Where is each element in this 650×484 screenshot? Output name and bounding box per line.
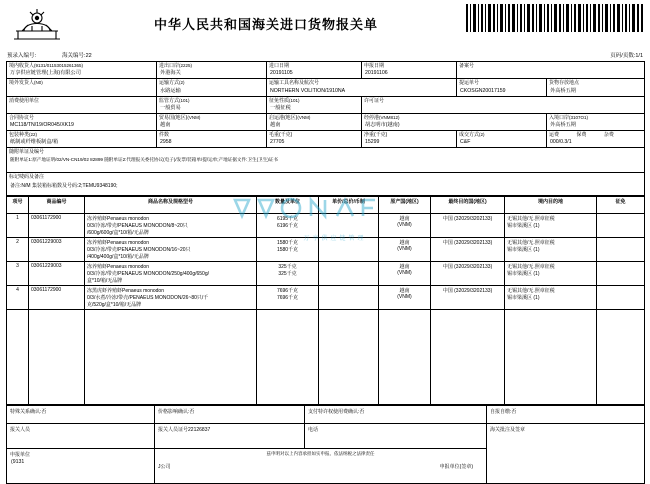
cell-goods-name: 冻养殖虾Penaeus monodon 0/3/冷冻/带壳/PENAEUS MONODON/16~20只 /400g/400g/盒*10/箱/无品牌 [85, 238, 257, 262]
cell-origin: 越南 (VNM) [379, 238, 431, 262]
cell-exemption [597, 262, 645, 286]
col-origin-country: 原产国(地区) [379, 197, 431, 214]
cell-exemption [597, 286, 645, 310]
customs-emblem-icon [6, 4, 68, 48]
field-price-influence: 价格影响确认:否 [155, 406, 305, 424]
cell-price [319, 238, 379, 262]
table-row [7, 214, 645, 238]
col-goods-name: 商品名称及规格型号 [85, 197, 257, 214]
cell-price [319, 286, 379, 310]
field-customs-approval: 海关批注及签章 [487, 424, 645, 484]
field-gross-weight: 毛重(千克) 27705 [267, 131, 362, 148]
table-row [7, 113, 645, 130]
field-overseas-shipper: 境外发货人(N0) [7, 79, 157, 96]
field-transport-tool: 运输工具名称及航次号 NORTHERN VOLITION/1910NA [267, 79, 457, 96]
cell-origin: 越南 (VNM) [379, 286, 431, 310]
table-row [7, 262, 645, 286]
cell-blank [379, 310, 431, 405]
table-row [7, 96, 645, 113]
cell-blank [257, 310, 319, 405]
field-import-date: 进口日期 20191105 [267, 62, 362, 79]
field-license-no: 许可证号 [362, 96, 645, 113]
col-price: 单价/总价/币制 [319, 197, 379, 214]
table-row [7, 62, 645, 79]
goods-blank-row [7, 310, 645, 405]
field-trade-country: 贸易国(地区)(VNM) 越南 [157, 113, 267, 130]
barcode-image [466, 4, 644, 32]
table-row [7, 173, 645, 196]
field-bill-no: 提运单号 CKOSGN20017159 [457, 79, 547, 96]
col-item-no: 项号 [7, 197, 29, 214]
page-count: 页码/页数:1/1 [610, 53, 643, 59]
cell-inland-destination: 无锡其他/无.照章征税 锡市梁溪区 (1) [505, 286, 597, 310]
cell-hs-code: 03061172900 [29, 214, 85, 238]
cell-price [319, 262, 379, 286]
cell-hs-code: 03061229003 [29, 262, 85, 286]
cell-goods-name: 冻养殖虾Penaeus monodon 0/3/冷冻/带壳/PENAEUS MONODON/250g/400g/650g/ 盒*10/箱/无品牌 [85, 262, 257, 286]
field-statement: 兹申明对以上内容承担如实申报、依法纳税之法律责任 J公司 申报单位(签章) [155, 449, 487, 484]
page-title: 中华人民共和国海关进口货物报关单 [153, 18, 378, 33]
cell-destination: 中国 (32029/3202133) [431, 286, 505, 310]
watermark-slogan: 万享供应链管理 [303, 236, 367, 242]
cell-goods-name: 冻养殖虾Penaeus monodon 0/3/冷冻/带壳/PENAEUS MONODON/8~20只 /600g/600g/盒*10/箱/无品牌 [85, 214, 257, 238]
field-supervise-mode: 监管方式(101) 一般贸易 [157, 96, 267, 113]
field-attached-docs: 随附单证及编号 随附单证1:原产地证明/02/VN-CN19/02 82899 随附单证2:代理报关委托协议(电子)/发票/装箱单/提/运单;产地证据文件:卫生(卫生)证书 [7, 148, 645, 173]
cell-blank [7, 310, 29, 405]
cell-goods-name: 冻黑虎虾养殖虾Penaeus monodon 0/3/水煮/冷冻/带壳/PENAEUS MONODON/26~80只/千 克/520g/盒*10/箱/无品牌 [85, 286, 257, 310]
col-final-destination: 最终目的国(地区) [431, 197, 505, 214]
cell-blank [597, 310, 645, 405]
table-row [7, 131, 645, 148]
field-pieces: 件数 2958 [157, 131, 267, 148]
field-transit-port: 经停港(VNM812) 胡志明市(越南) [362, 113, 547, 130]
field-declarant-id: 报关人员证号22126837 [155, 424, 305, 449]
table-row [7, 286, 645, 310]
cell-inland-destination: 无锡其他/无.照章征税 锡市梁溪区 (1) [505, 214, 597, 238]
cell-blank [431, 310, 505, 405]
cell-blank [85, 310, 257, 405]
cell-item-no: 2 [7, 238, 29, 262]
document-header [6, 4, 644, 50]
cell-destination: 中国 (32029/3202133) [431, 238, 505, 262]
table-row [7, 424, 645, 449]
field-exemption-nature: 征免性质(101) 一般征税 [267, 96, 362, 113]
customs-no: 海关编号:22 [62, 53, 92, 59]
field-goods-location: 货物存放地点 外高桥五期 [547, 79, 645, 96]
cell-exemption [597, 214, 645, 238]
field-trade-terms: 成交方式(2) C&F [457, 131, 547, 148]
table-row [7, 79, 645, 96]
cell-item-no: 3 [7, 262, 29, 286]
field-record-no: 备案号 [457, 62, 645, 79]
barcode [464, 4, 644, 42]
field-exit-port: 进出口岸(2225) 外港海关 [157, 62, 267, 79]
cell-hs-code: 03061172900 [29, 286, 85, 310]
cell-hs-code: 03061229003 [29, 238, 85, 262]
cell-qty: 1580千克 1580千克 [257, 238, 319, 262]
field-consignee: 境内收货人(9131/01153015261365) 万享供应链管理(上海)有限公司 [7, 62, 157, 79]
declaration-numbers-row [6, 50, 644, 61]
field-entry-port: 入境口岸(3107O1) 外高桥五期 [547, 113, 645, 130]
cell-blank [505, 310, 597, 405]
field-royalty-payment: 支付特许权使用费确认:否 [305, 406, 487, 424]
col-hs-code: 商品编号 [29, 197, 85, 214]
table-row [7, 406, 645, 424]
field-contract-no: 合同协议号 MC118/TN/19/OR045/XK19 [7, 113, 157, 130]
cell-origin: 越南 (VNM) [379, 214, 431, 238]
col-exemption: 征免 [597, 197, 645, 214]
cell-destination: 中国 (32029/3202133) [431, 214, 505, 238]
cell-price [319, 214, 379, 238]
cell-blank [319, 310, 379, 405]
field-declarant: 报关人员 [7, 424, 155, 449]
col-domestic-destination: 境内目的地 [505, 197, 597, 214]
company-seal: J公司 [158, 464, 171, 471]
cell-item-no: 1 [7, 214, 29, 238]
table-row [7, 148, 645, 173]
field-net-weight: 净重(千克) 15299 [362, 131, 457, 148]
cell-destination: 中国 (32029/3202133) [431, 262, 505, 286]
goods-header-row [7, 197, 645, 214]
cell-origin: 越南 (VNM) [379, 262, 431, 286]
field-telephone: 电话 [305, 424, 487, 449]
field-declare-date: 申报日期 20191106 [362, 62, 457, 79]
declaration-footer-table [6, 405, 645, 484]
cell-qty: 6195千克 6196千克 [257, 214, 319, 238]
cell-item-no: 4 [7, 286, 29, 310]
cell-qty: 7696千克 7696千克 [257, 286, 319, 310]
cell-inland-destination: 无锡其他/无.照章征税 锡市梁溪区 (1) [505, 238, 597, 262]
field-declaring-unit: 申报单位 (9131 [7, 449, 155, 484]
cell-exemption [597, 238, 645, 262]
field-transport-mode: 运输方式(2) 水路运输 [157, 79, 267, 96]
field-charges: 运费 保费 杂费 000/0.3/1 [547, 131, 645, 148]
field-package-type: 包装种类(22) 纸制或纤维板制盒/箱 [7, 131, 157, 148]
table-row [7, 238, 645, 262]
cell-inland-destination: 无锡其他/无.照章征税 锡市梁溪区 (1) [505, 262, 597, 286]
field-special-relation: 特殊关系确认:否 [7, 406, 155, 424]
field-consumer-unit: 消费使用单位 [7, 96, 157, 113]
declaration-fields-table [6, 61, 645, 196]
goods-table [6, 196, 645, 405]
cell-blank [29, 310, 85, 405]
cell-qty: 325千克 325千克 [257, 262, 319, 286]
field-marks-remarks: 标记唛码及备注 备注:N/M 集装箱标箱数及号码:2;TEMU9348190; [7, 173, 645, 196]
field-start-port: 启运港(地区)(VNM) 越南 [267, 113, 362, 130]
col-qty-unit: 数量及单位 [257, 197, 319, 214]
field-self-declaration: 自报自缴:否 [487, 406, 645, 424]
pre-entry-no: 预录入编号: [7, 53, 37, 59]
